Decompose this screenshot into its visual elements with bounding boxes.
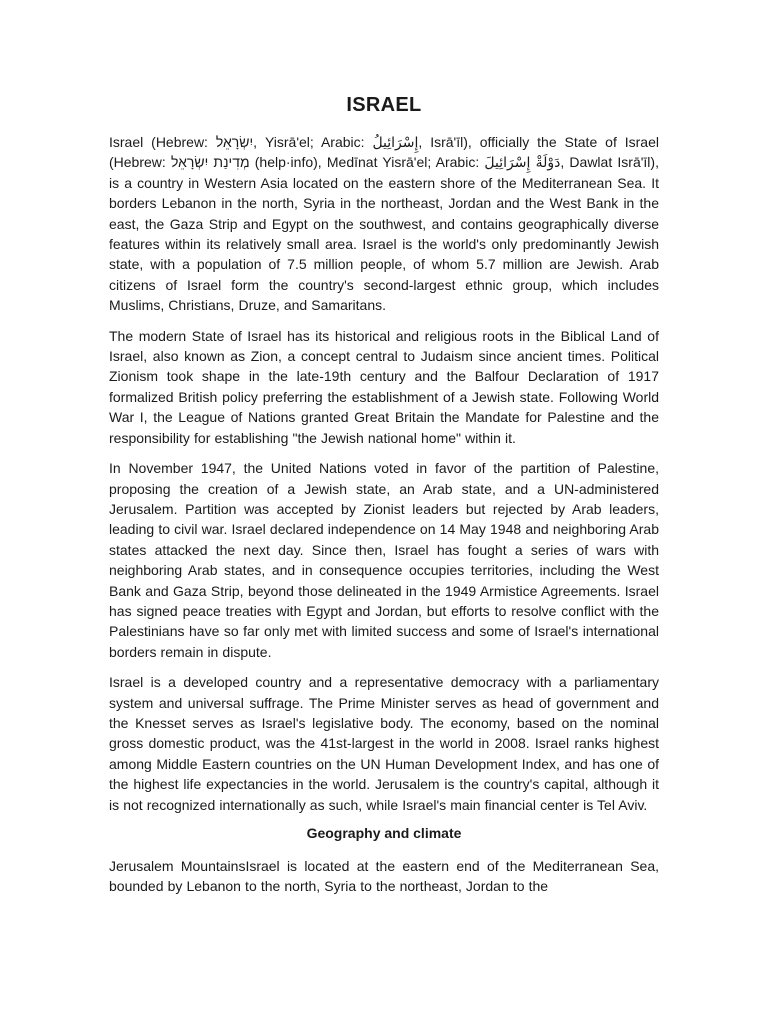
paragraph-government-economy: Israel is a developed country and a representative democracy with a parliamentary system and universal suffrage. The Prime Minister serves as head of government and the Knesset serves as Israel's legislative body. The economy, based on the nominal gross domestic product, was the 41st-largest in the world in 2008. Israel ranks highest among Middle Eastern countries on the UN Human Development Index, and has one of the highest life expectancies in the world. Jerusalem is the country's capital, although it is not recognized internationally as such, while Israel's main financial center is Tel Aviv. [109, 674, 659, 813]
document-page [109, 0, 659, 897]
paragraph-history: The modern State of Israel has its historical and religious roots in the Biblical Land of Israel, also known as Zion, a concept central to Judaism since ancient times. Political Zionism took shape in the late-19th century and the Balfour Declaration of 1917 formalized British policy preferring the establishment of a Jewish state. Following World War I, the League of Nations granted Great Britain the Mandate for Palestine and the responsibility for establishing "the Jewish national home" within it. [109, 327, 659, 446]
paragraph-geography: Jerusalem MountainsIsrael is located at the eastern end of the Mediterranean Sea, bounded by Lebanon to the north, Syria to the northeast, Jordan to the [109, 858, 659, 895]
page-title: ISRAEL [346, 94, 422, 116]
section-heading-geography: Geography and climate [306, 825, 462, 841]
paragraph-introduction: Israel (Hebrew: יִשְׂרָאֵל, Yisrā'el; Arabic: إِسْرَائِيلُ, Isrā'īl), officially the State of Israel (Hebrew: מְדִינַת יִשְׂרָאֵל (help·info), Medīnat Yisrā'el; Arabic: دَوْلَةْ إِسْرَائِيلَ, Dawlat Isrā'īl), is a country in Western Asia located on the eastern shore of the Mediterranean Sea. It borders Lebanon in the north, Syria in the northeast, Jordan and the West Bank in the east, the Gaza Strip and Egypt on the southwest, and contains geographically diverse features within its relatively small area. Israel is the world's only predominantly Jewish state, with a population of 7.5 million people, of whom 5.7 million are Jewish. Arab citizens of Israel form the country's second-largest ethnic group, which includes Muslims, Christians, Druze, and Samaritans. [109, 134, 659, 314]
paragraph-independence: In November 1947, the United Nations voted in favor of the partition of Palestine, proposing the creation of a Jewish state, an Arab state, and a UN-administered Jerusalem. Partition was accepted by Zionist leaders but rejected by Arab leaders, leading to civil war. Israel declared independence on 14 May 1948 and neighboring Arab states attacked the next day. Since then, Israel has fought a series of wars with neighboring Arab states, and in consequence occupies territories, including the West Bank and Gaza Strip, beyond those delineated in the 1949 Armistice Agreements. Israel has signed peace treaties with Egypt and Jordan, but efforts to resolve conflict with the Palestinians have so far only met with limited success and some of Israel's international borders remain in dispute. [109, 460, 659, 660]
